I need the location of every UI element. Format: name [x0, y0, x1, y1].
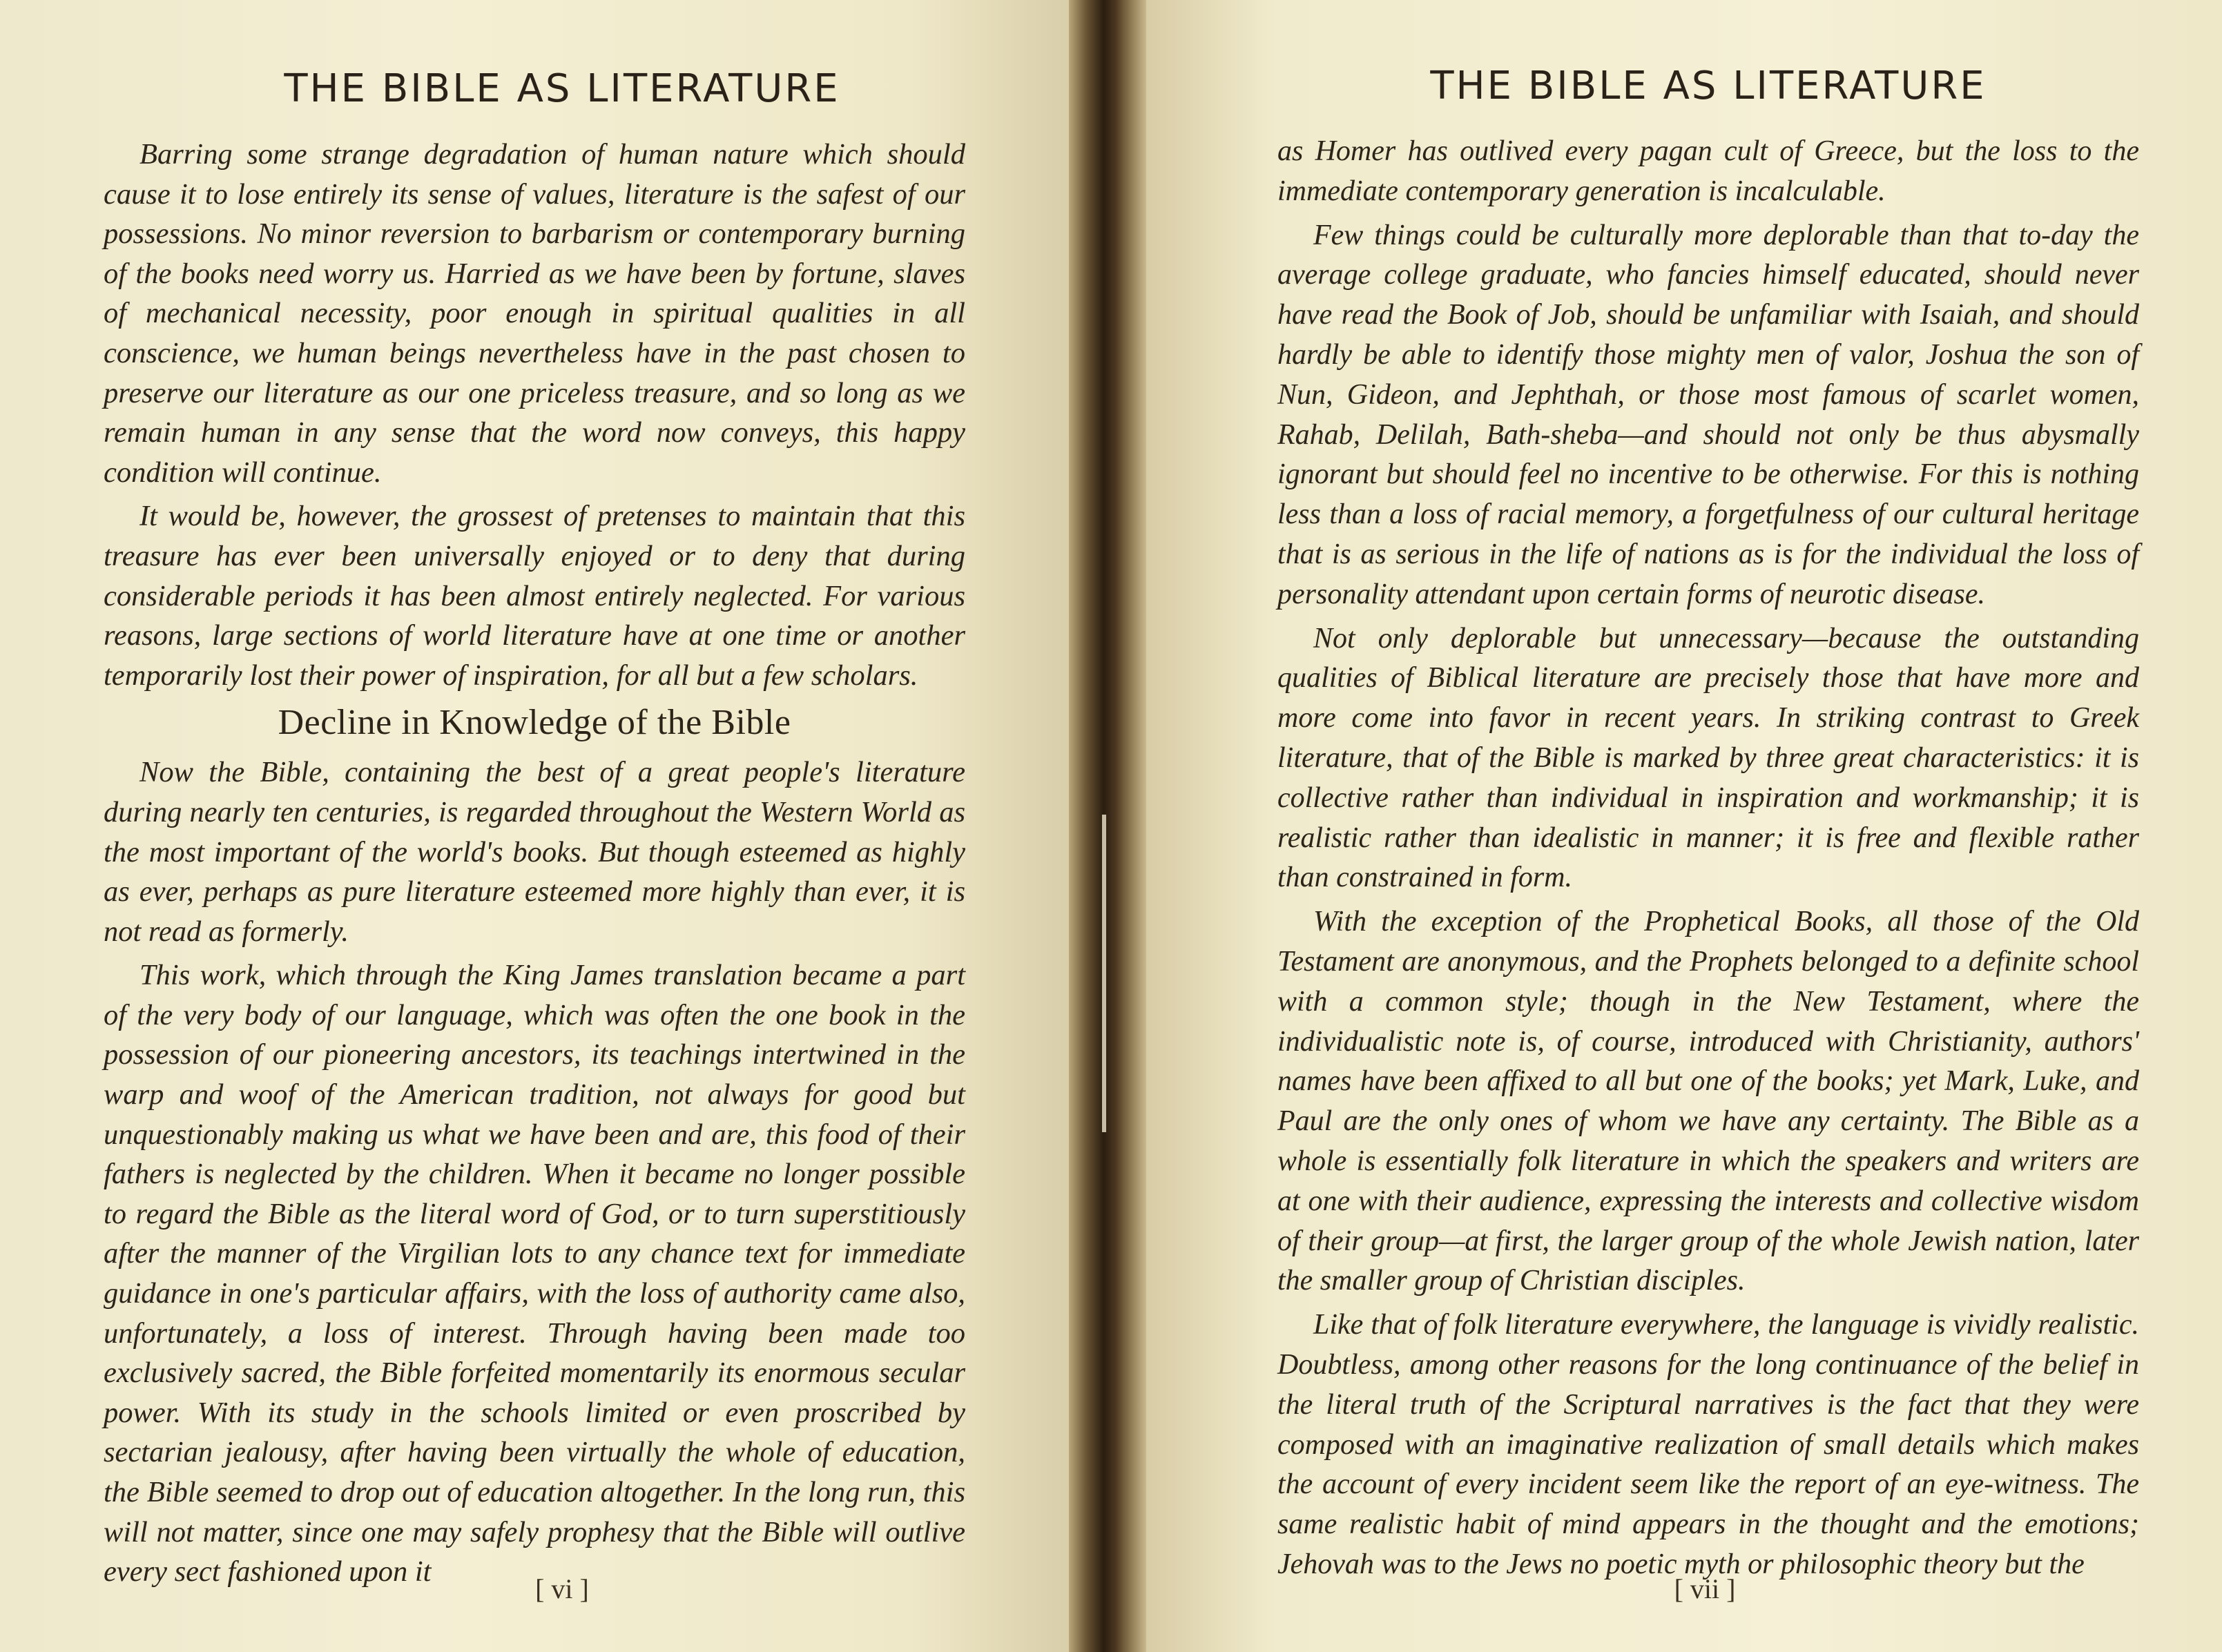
- paragraph: Few things could be culturally more deplorable than that to-day the average college graduate, who fancies himself educated, should never have read the Book of Job, should be unfamiliar with Isaiah, and should hardly be able to identify those mighty men of valor, Joshua the son of Nun, Gideon, and Jephthah, or those most famous of scarlet women, Rahab, Delilah, Bath-sheba—and should not only be thus abysmally ignorant but should feel no incentive to be otherwise. For this is nothing less than a loss of racial memory, a forgetfulness of our cultural heritage that is as serious in the life of nations as is for the individual the loss of personality attendant upon certain forms of neurotic disease.: [1277, 219, 2139, 610]
- page-body: [104, 135, 965, 1592]
- running-head: THE BIBLE AS LITERATURE: [1430, 64, 1987, 108]
- page-body: [1277, 132, 2139, 1585]
- section-heading: Decline in Knowledge of the Bible: [278, 703, 791, 743]
- paragraph: Like that of folk literature everywhere, the language is vividly realistic. Doubtless, among other reasons for the long continuance of the belief in the literal truth of the Scriptural narratives is the fact that they were composed with an imaginative realization of small details which makes the account of every incident seem like the report of an eye-witness. The same realistic habit of mind appears in the thought and the emotions; Jehovah was to the Jews no poetic myth or philosophic theory but the: [1277, 1309, 2139, 1580]
- paragraph: With the exception of the Prophetical Books, all those of the Old Testament are anonymous, and the Prophets belonged to a definite school with a common style; though in the New Testament, where the individualistic note is, of course, introduced with Christianity, authors' names have been affixed to all but one of the books; yet Mark, Luke, and Paul are the only ones of whom we have any certainty. The Bible as a whole is essentially folk literature in which the speakers and writers are at one with their audience, expressing the interests and collective wisdom of their group—at first, the larger group of the whole Jewish nation, later the smaller group of Christian disciples.: [1277, 906, 2139, 1297]
- left-page: [0, 0, 1069, 1652]
- paragraph: This work, which through the King James translation became a part of the very body of our language, which was often the one book in the possession of our pioneering ancestors, its teachings intertwined in the warp and woof of the American tradition, not always for good but unquestionably making us what we have been and are, this food of their fathers is neglected by the children. When it became no longer possible to regard the Bible as the literal word of God, or to turn superstitiously after the manner of the Virgilian lots to any chance text for immediate guidance in one's particular affairs, with the loss of authority came also, unfortunately, a loss of interest. Through having been made too exclusively sacred, the Bible forfeited momentarily its enormous secular power. With its study in the schools limited or even proscribed by sectarian jealousy, after having been virtually the whole of education, the Bible seemed to drop out of education altogether. In the long run, this will not matter, since one may safely prophesy that the Bible will outlive every sect fashioned upon it: [104, 959, 965, 1588]
- paragraph: Not only deplorable but unnecessary—because the outstanding qualities of Biblical literature are precisely those that have more and more come into favor in recent years. In striking contrast to Greek literature, that of the Bible is marked by three great characteristics: it is collective rather than individual in inspiration and workmanship; it is realistic rather than idealistic in manner; it is free and flexible rather than constrained in form.: [1277, 622, 2139, 894]
- paragraph: Barring some strange degradation of human nature which should cause it to lose entirely its sense of values, literature is the safest of our possessions. No minor reversion to barbarism or contemporary burning of the books need worry us. Harried as we have been by fortune, slaves of mechanical necessity, poor enough in spiritual qualities in all conscience, we human beings nevertheless have in the past chosen to preserve our literature as our one priceless treasure, and so long as we remain human in any sense that the word now conveys, this happy condition will continue.: [104, 138, 965, 489]
- book-gutter: [1069, 0, 1146, 1652]
- page-number: [ vii ]: [1674, 1573, 1736, 1604]
- paragraph: as Homer has outlived every pagan cult of Greece, but the loss to the immediate contemporary generation is incalculable.: [1277, 135, 2139, 207]
- right-page: [1146, 0, 2222, 1652]
- paragraph: It would be, however, the grossest of pretenses to maintain that this treasure has ever been universally enjoyed or to deny that during considerable periods it has been almost entirely neglected. For various reasons, large sections of world literature have at one time or another temporarily lost their power of inspiration, for all but a few scholars.: [104, 500, 965, 692]
- running-head: THE BIBLE AS LITERATURE: [284, 66, 840, 111]
- paragraph: Now the Bible, containing the best of a great people's literature during nearly ten centuries, is regarded throughout the Western World as the most important of the world's books. But though esteemed as highly as ever, perhaps as pure literature esteemed more highly than ever, it is not read as formerly.: [104, 756, 965, 948]
- binding-thread: [1102, 815, 1106, 1132]
- page-number: [ vi ]: [535, 1573, 589, 1604]
